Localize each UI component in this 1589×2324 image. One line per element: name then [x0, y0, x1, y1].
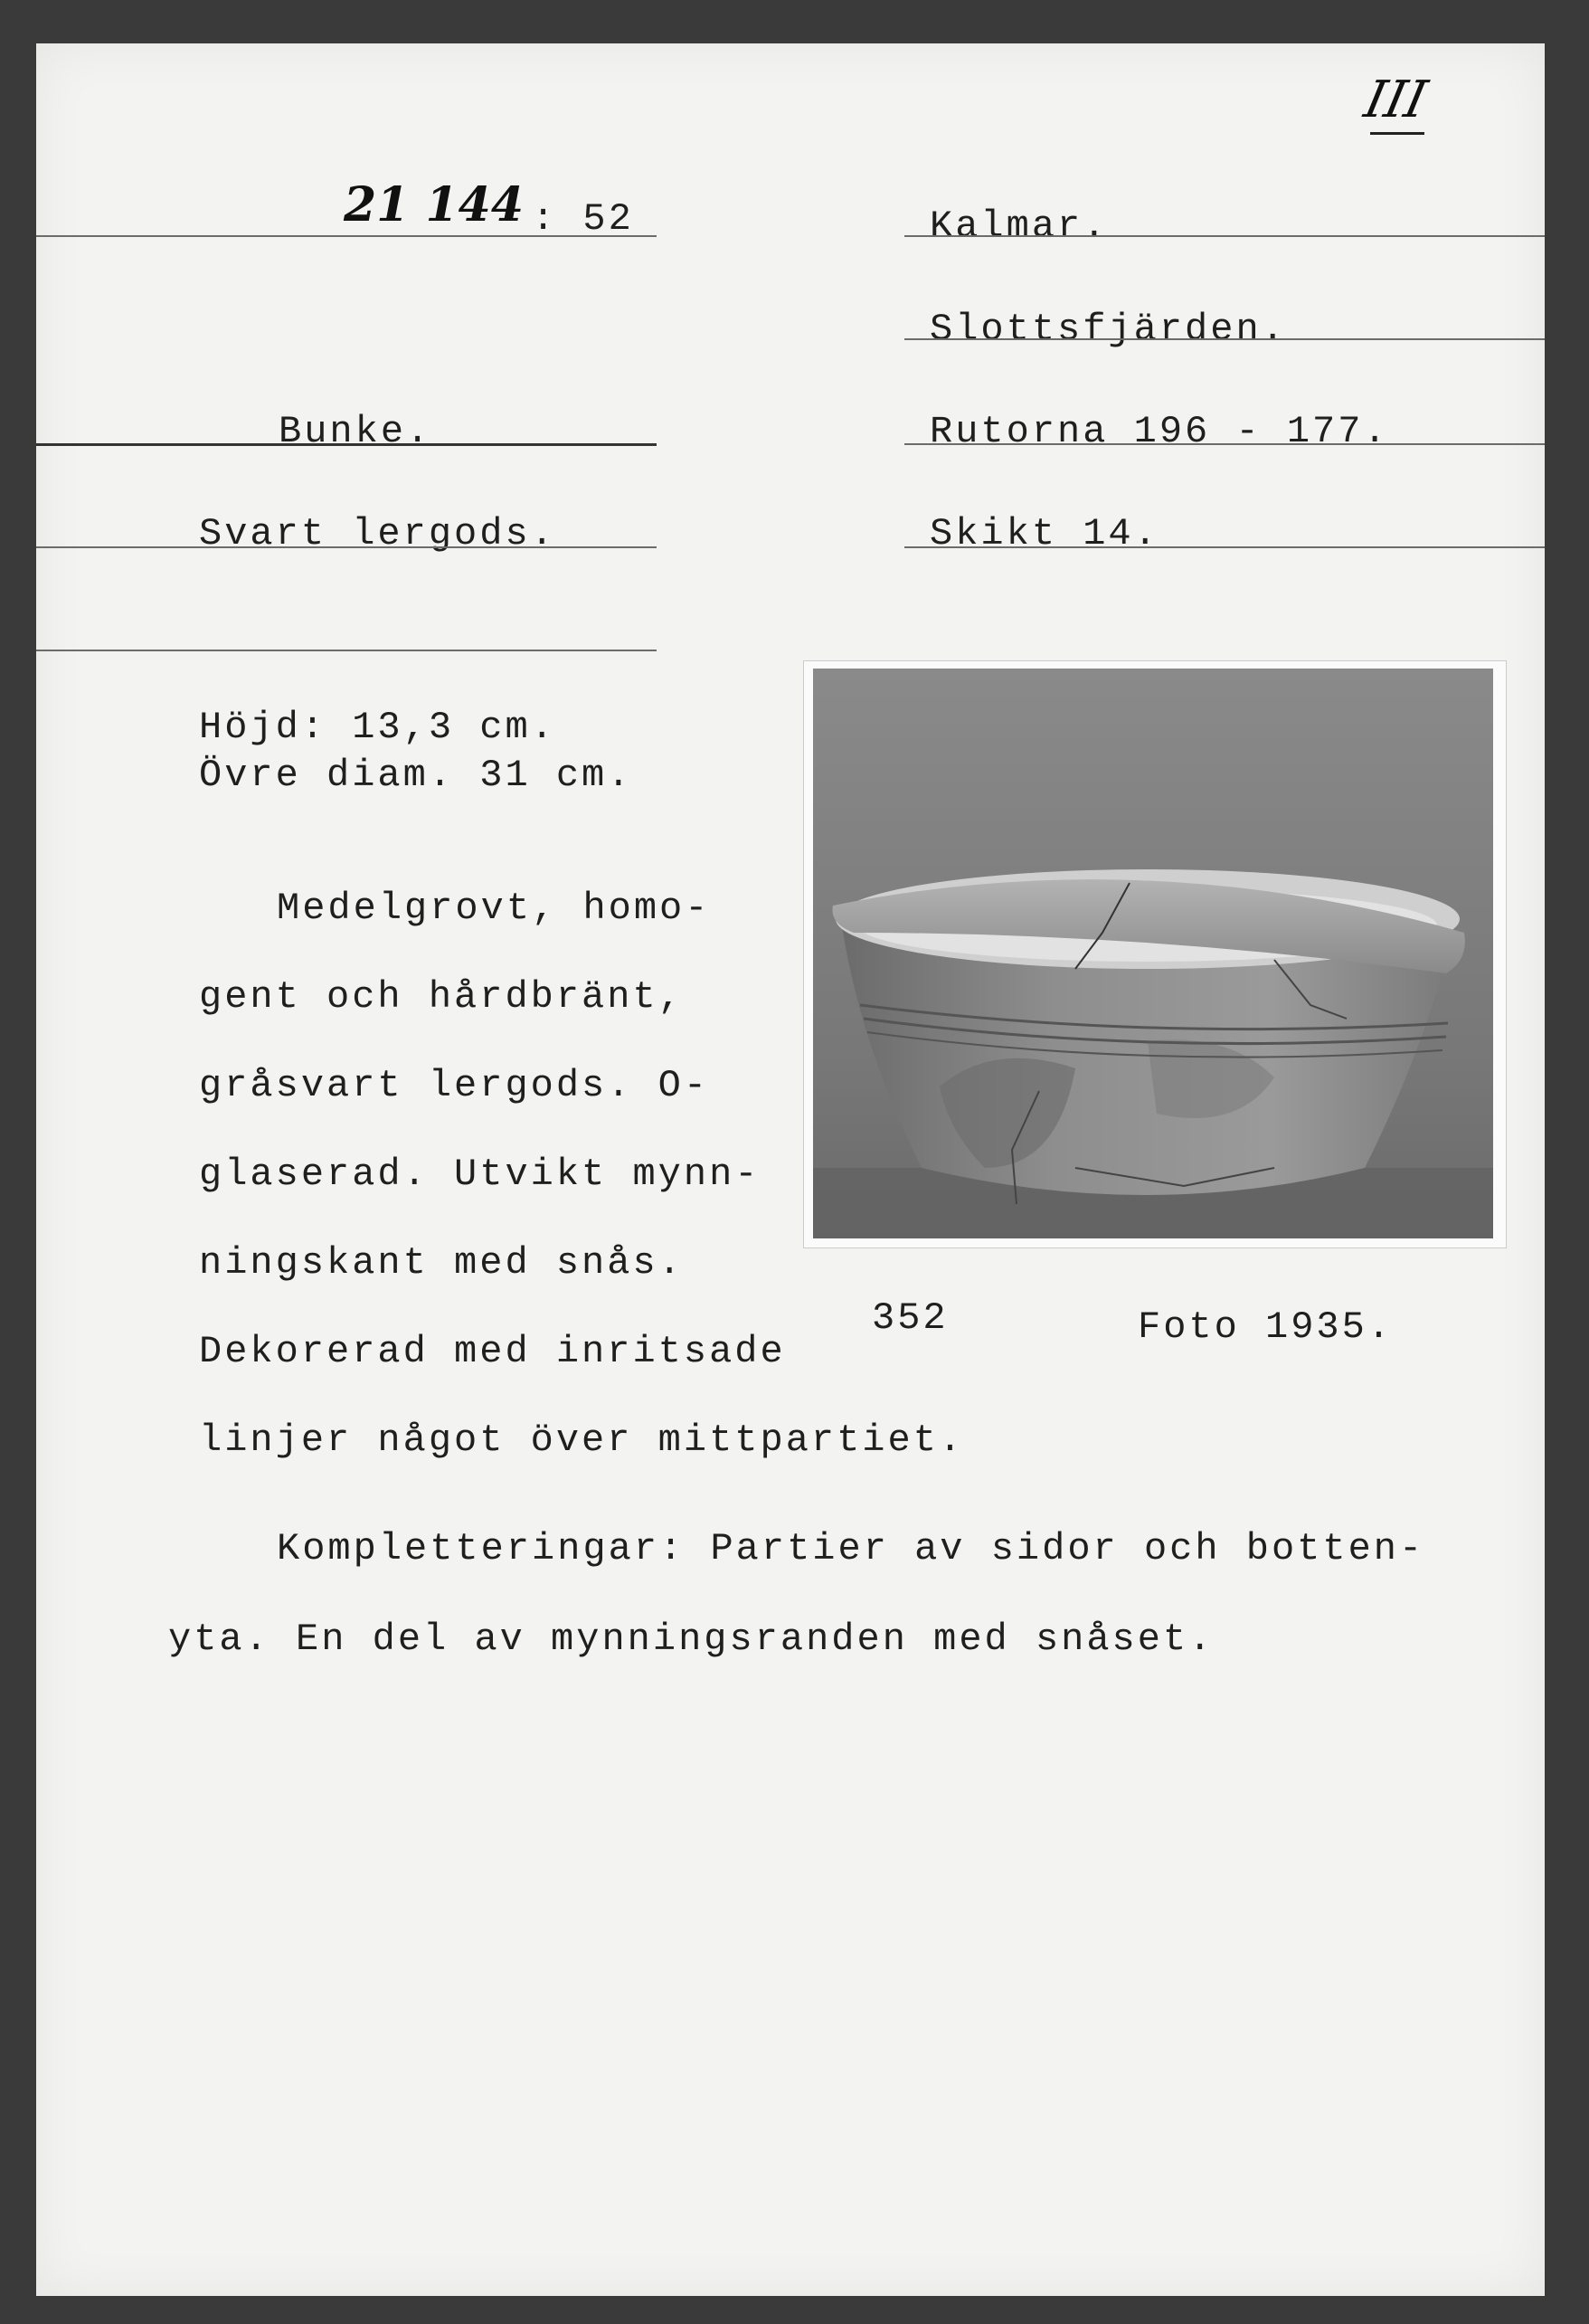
rule-3-right [904, 443, 1545, 445]
photo-number: 352 [872, 1296, 949, 1340]
rule-5-left [36, 650, 657, 651]
supplement-line: Kompletteringar: Partier av sidor och botten- [277, 1527, 1425, 1570]
photo-caption: Foto 1935. [1138, 1305, 1394, 1349]
rule-3-left [36, 443, 657, 446]
section-mark: III [1359, 71, 1433, 129]
material-text: Svart lergods. [199, 512, 556, 555]
description-line: linjer något över mittpartiet. [199, 1418, 965, 1462]
bowl-illustration [804, 661, 1506, 1247]
diameter-text: Övre diam. 31 cm. [199, 754, 633, 797]
object-text: Bunke. [279, 410, 432, 453]
catalog-number-handwritten: 21 144 [344, 177, 525, 232]
squares-text: Rutorna 196 - 177. [930, 410, 1389, 453]
place-text: Kalmar. [930, 204, 1109, 248]
bowl-photograph [803, 660, 1507, 1248]
site-text: Slottsfjärden. [930, 308, 1287, 351]
description-line: Medelgrovt, homo- [277, 887, 711, 930]
description-line: gent och hårdbränt, [199, 975, 684, 1019]
height-text: Höjd: 13,3 cm. [199, 706, 556, 749]
catalog-number-suffix: : 52 [532, 197, 634, 241]
description-line: Dekorerad med inritsade [199, 1330, 786, 1373]
section-mark-underline [1370, 132, 1424, 135]
layer-text: Skikt 14. [930, 512, 1159, 555]
description-line: ningskant med snås. [199, 1241, 684, 1285]
rule-4-left [36, 546, 657, 548]
supplement-line: yta. En del av mynningsranden med snåset. [168, 1617, 1215, 1661]
rule-1-left [36, 235, 657, 237]
rule-4-right [904, 546, 1545, 548]
rule-1-right [904, 235, 1545, 237]
catalog-card [36, 43, 1545, 2296]
description-line: glaserad. Utvikt mynn- [199, 1153, 761, 1196]
description-line: gråsvart lergods. O- [199, 1064, 710, 1107]
rule-2-right [904, 338, 1545, 340]
